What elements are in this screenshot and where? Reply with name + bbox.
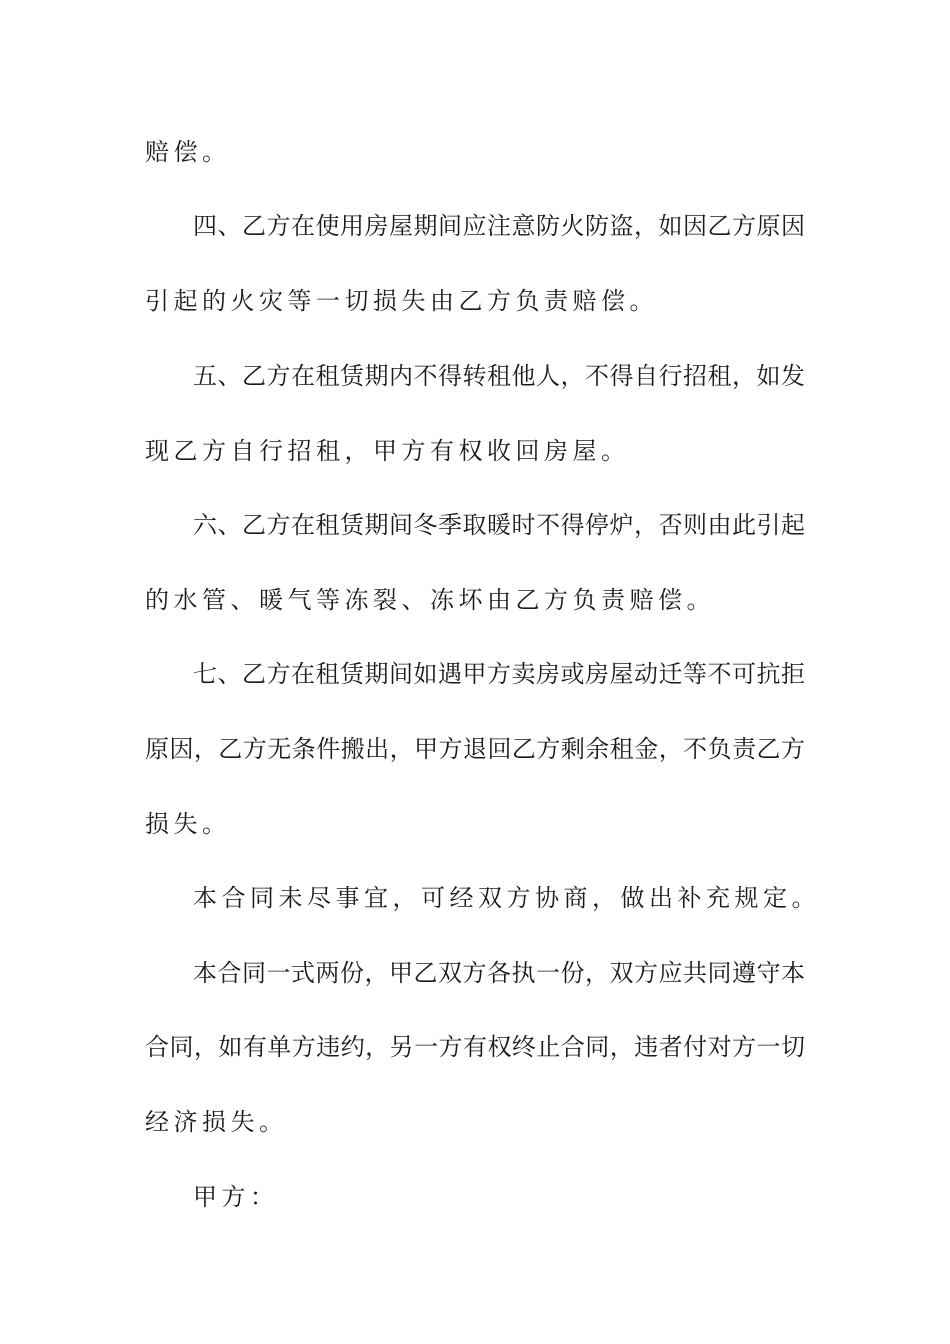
copies-clause-line-3: 经济损失。 <box>145 1108 288 1136</box>
clause-five-line-2: 现乙方自行招租，甲方有权收回房屋。 <box>145 437 630 465</box>
text-line: 赔偿。 <box>145 138 231 166</box>
supplement-clause-line: 本合同未尽事宜，可经双方协商，做出补充规定。 <box>193 884 820 912</box>
clause-seven-line-3: 损失。 <box>145 810 231 838</box>
party-a-signature-label: 甲方： <box>193 1183 279 1211</box>
clause-four-line-1: 四、乙方在使用房屋期间应注意防火防盗，如因乙方原因 <box>193 212 805 240</box>
copies-clause-line-1: 本合同一式两份，甲乙双方各执一份，双方应共同遵守本 <box>193 959 805 987</box>
clause-six-line-1: 六、乙方在租赁期间冬季取暖时不得停炉，否则由此引起 <box>193 511 805 539</box>
clause-six-line-2: 的水管、暖气等冻裂、冻坏由乙方负责赔偿。 <box>145 586 715 614</box>
clause-seven-line-1: 七、乙方在租赁期间如遇甲方卖房或房屋动迁等不可抗拒 <box>193 660 805 688</box>
clause-five-line-1: 五、乙方在租赁期内不得转租他人，不得自行招租，如发 <box>193 362 805 390</box>
copies-clause-line-2: 合同，如有单方违约，另一方有权终止合同，违者付对方一切 <box>145 1033 805 1061</box>
clause-four-line-2: 引起的火灾等一切损失由乙方负责赔偿。 <box>145 287 658 315</box>
clause-seven-line-2: 原因，乙方无条件搬出，甲方退回乙方剩余租金，不负责乙方 <box>145 735 805 763</box>
